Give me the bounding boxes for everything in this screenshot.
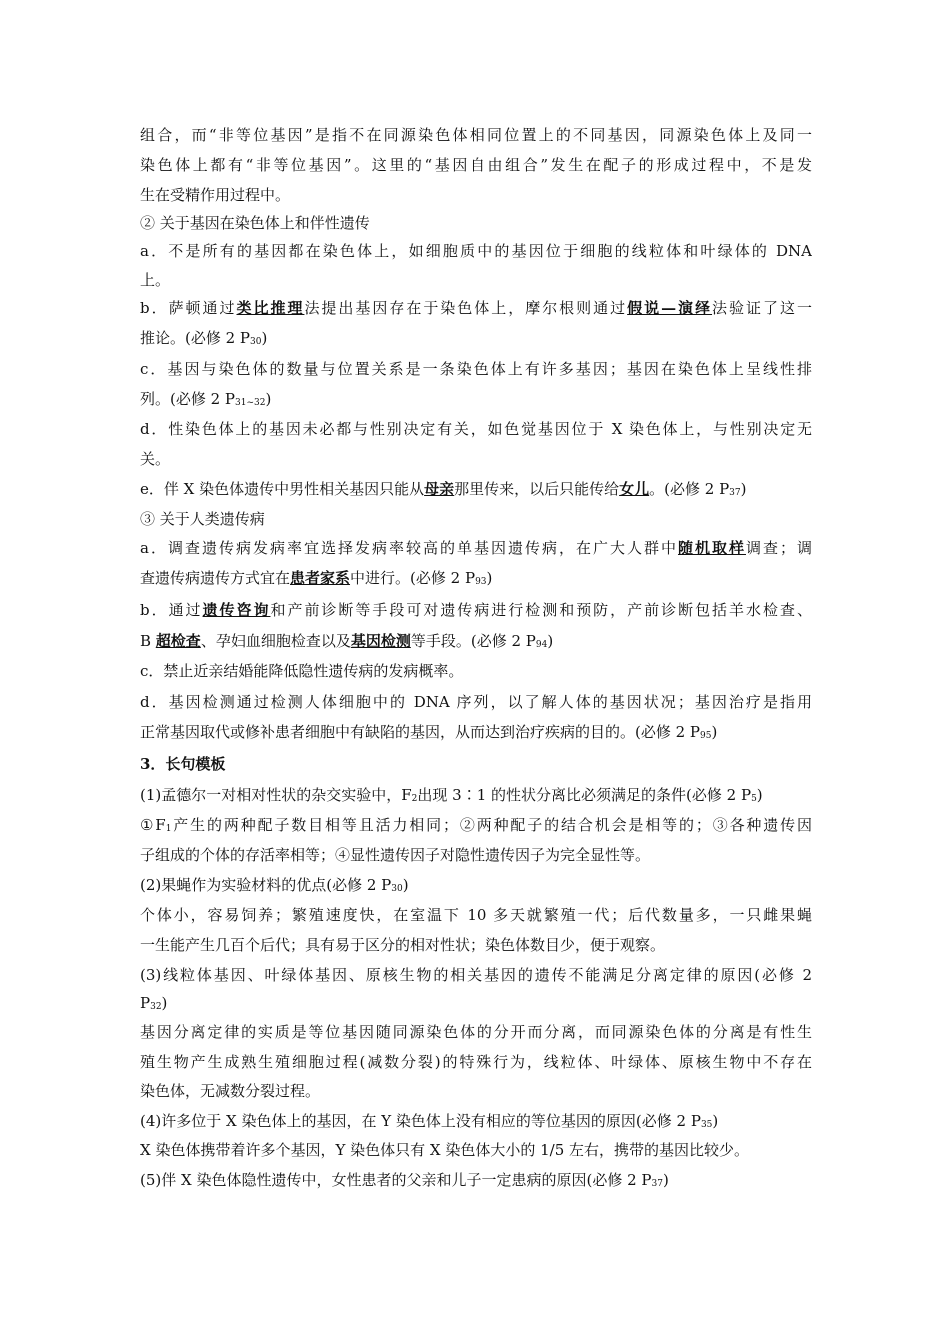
text-run: 调查；调	[745, 539, 812, 557]
keyword: 母亲	[424, 480, 455, 498]
page-subscript: 5	[751, 794, 757, 804]
answer-line	[140, 815, 812, 835]
paragraph-line	[140, 389, 812, 409]
section-title: 3．长句模板	[140, 755, 226, 773]
text-run: )	[740, 480, 747, 498]
answer-line: 一生能产生几百个后代；具有易于区分的相对性状；染色体数目少，便于观察。	[140, 936, 666, 954]
text-run: (4)许多位于 X 染色体上的基因，在 Y 染色体上没有相应的等位基因的原因(必修 2 P	[140, 1112, 701, 1130]
paragraph-line	[140, 631, 812, 651]
text-run: 查遗传病遗传方式宜在	[140, 569, 291, 587]
text-run: b．通过	[140, 601, 203, 619]
text-run: )	[486, 569, 493, 587]
text-run: )	[402, 876, 409, 894]
text-run: 推论。(必修 2 P	[140, 329, 251, 347]
paragraph-line	[140, 722, 812, 742]
text-run: b．萨顿通过	[140, 299, 237, 317]
question-line	[140, 1170, 812, 1190]
section-heading: ③ 关于人类遗传病	[140, 510, 265, 528]
text-run: e．伴 X 染色体遗传中男性相关基因只能从	[140, 480, 425, 498]
text-run: 出现 3∶1 的性状分离比必须满足的条件(必修 2 P	[417, 786, 752, 804]
paragraph-line	[140, 298, 812, 318]
text-run: (1)孟德尔一对相对性状的杂交实验中，F	[140, 786, 412, 804]
paragraph-line	[140, 600, 812, 620]
answer-line: 子组成的个体的存活率相等；④显性遗传因子对隐性遗传因子为完全显性等。	[140, 846, 651, 864]
answer-line: X 染色体携带着许多个基因，Y 染色体只有 X 染色体大小的 1/5 左右，携带的基因比较少。	[140, 1141, 750, 1159]
text-run: ①F	[140, 816, 166, 834]
subscript: 1	[165, 824, 172, 834]
text-run: 和产前诊断等手段可对遗传病进行检测和预防，产前诊断包括羊水检查、	[270, 601, 812, 619]
text-run: 那里传来，以后只能传给	[454, 480, 620, 498]
text-run: )	[756, 786, 763, 804]
answer-line: 殖生物产生成熟生殖细胞过程(减数分裂)的特殊行为，线粒体、叶绿体、原核生物中不存在	[140, 1053, 812, 1071]
paragraph-line: 组合，而“非等位基因”是指不在同源染色体相同位置上的不同基因，同源染色体上及同一	[140, 126, 812, 144]
text-run: 。(必修 2 P	[649, 480, 730, 498]
text-run: )	[547, 632, 554, 650]
subscript: 2	[411, 794, 418, 804]
paragraph-line: c．禁止近亲结婚能降低隐性遗传病的发病概率。	[140, 662, 464, 680]
text-run: )	[711, 723, 718, 741]
paragraph-line	[140, 328, 812, 348]
page-subscript: 37	[651, 1179, 663, 1189]
page-subscript: 93	[475, 577, 487, 587]
page-subscript: 32	[150, 1002, 162, 1012]
keyword: 基因检测	[350, 632, 411, 650]
question-line	[140, 875, 812, 895]
text-run: 中进行。(必修 2 P	[350, 569, 476, 587]
page-subscript: 95	[700, 731, 712, 741]
paragraph-line: d．性染色体上的基因未必都与性别决定有关，如色觉基因位于 X 染色体上，与性别决定无	[140, 420, 812, 438]
answer-line: 基因分离定律的实质是等位基因随同源染色体的分开而分离，而同源染色体的分离是有性生	[140, 1023, 812, 1041]
page-subscript: 35	[700, 1120, 713, 1130]
paragraph-line: a．不是所有的基因都在染色体上，如细胞质中的基因位于细胞的线粒体和叶绿体的 DNA	[140, 242, 812, 260]
page-subscript: 30	[391, 884, 403, 894]
keyword: 随机取样	[677, 539, 746, 557]
paragraph-line: 上。	[140, 271, 171, 289]
keyword: 女儿	[619, 480, 650, 498]
keyword: 超检查	[155, 632, 201, 650]
text-run: 正常基因取代或修补患者细胞中有缺陷的基因，从而达到治疗疾病的目的。(必修 2 P	[140, 723, 701, 741]
text-run: a．调查遗传病发病率宜选择发病率较高的单基因遗传病，在广大人群中	[140, 539, 678, 557]
paragraph-line	[140, 479, 812, 499]
text-run: (5)伴 X 染色体隐性遗传中，女性患者的父亲和儿子一定患病的原因(必修 2 P	[140, 1171, 652, 1189]
paragraph-line: c．基因与染色体的数量与位置关系是一条染色体上有许多基因；基因在染色体上呈线性排	[140, 360, 812, 378]
keyword: 遗传咨询	[202, 601, 271, 619]
paragraph-line	[140, 568, 812, 588]
question-line	[140, 785, 812, 805]
question-line	[140, 1111, 812, 1131]
page-subscript: 94	[535, 640, 548, 650]
paragraph-line: 生在受精作用过程中。	[140, 186, 291, 204]
question-line	[140, 993, 812, 1013]
paragraph-line: d．基因检测通过检测人体细胞中的 DNA 序列，以了解人体的基因状况；基因治疗是指用	[140, 693, 812, 711]
text-run: (2)果蝇作为实验材料的优点(必修 2 P	[140, 876, 392, 894]
answer-line: 个体小，容易饲养；繁殖速度快，在室温下 10 多天就繁殖一代；后代数量多，一只雌果蝇	[140, 906, 812, 924]
text-run: 产生的两种配子数目相等且活力相同；②两种配子的结合机会是相等的；③各种遗传因	[171, 816, 812, 834]
page-subscript: 31~32	[235, 398, 266, 408]
page-subscript: 37	[729, 488, 741, 498]
text-run: 法验证了这一	[712, 299, 812, 317]
text-run: )	[161, 994, 168, 1012]
paragraph-line	[140, 538, 812, 558]
text-run: 列。(必修 2 P	[140, 390, 236, 408]
text-run: B	[140, 632, 156, 650]
question-line: (3)线粒体基因、叶绿体基因、原核生物的相关基因的遗传不能满足分离定律的原因(必修 2	[140, 966, 812, 984]
keyword: 类比推理	[236, 299, 305, 317]
text-run: )	[662, 1171, 669, 1189]
text-run: 、孕妇血细胞检查以及	[200, 632, 351, 650]
paragraph-line: 染色体上都有“非等位基因”。这里的“基因自由组合”发生在配子的形成过程中，不是发	[140, 156, 812, 174]
section-heading: ② 关于基因在染色体上和伴性遗传	[140, 214, 370, 232]
text-run: 法提出基因存在于染色体上，摩尔根则通过	[304, 299, 628, 317]
keyword: 假说—演绎	[627, 299, 713, 317]
page-subscript: 30	[250, 337, 262, 347]
keyword: 患者家系	[290, 569, 351, 587]
paragraph-line: 关。	[140, 450, 171, 468]
text-run: P	[140, 994, 151, 1012]
text-run: )	[261, 329, 268, 347]
text-run: )	[712, 1112, 719, 1130]
answer-line: 染色体，无减数分裂过程。	[140, 1082, 321, 1100]
text-run: )	[265, 390, 272, 408]
text-run: 等手段。(必修 2 P	[410, 632, 536, 650]
